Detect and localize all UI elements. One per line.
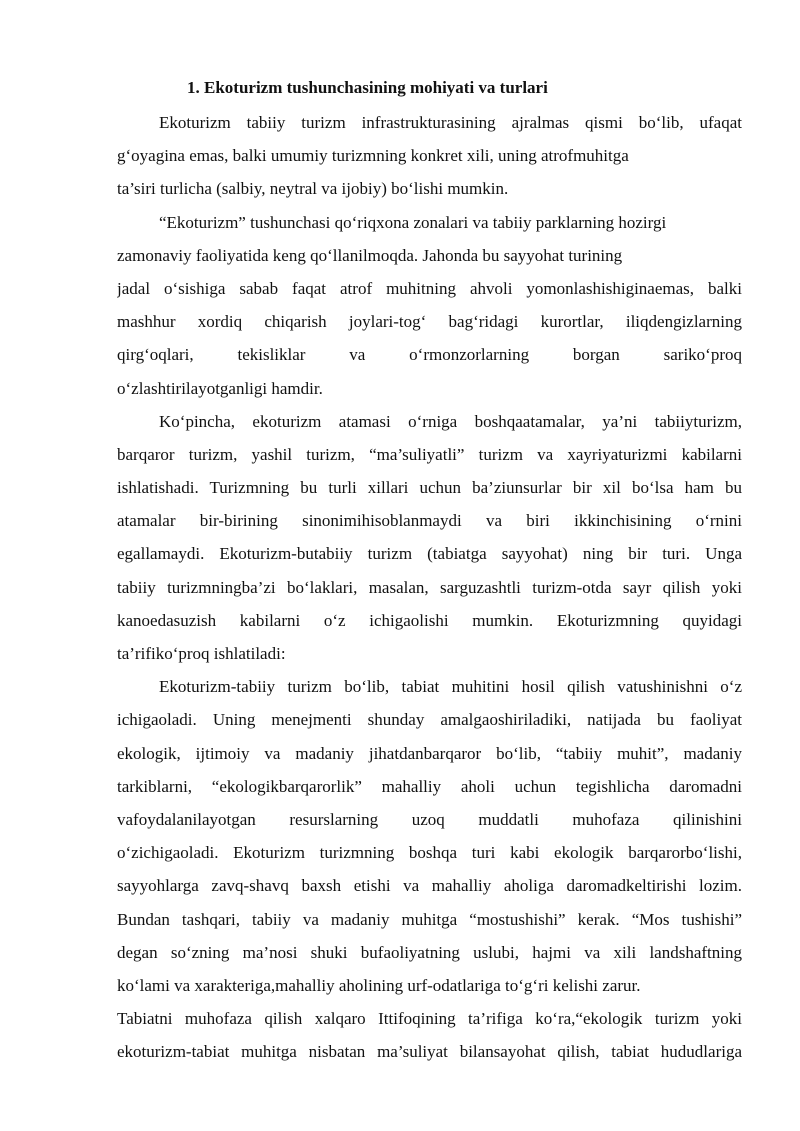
text-line: Tabiatni muhofaza qilish xalqaro Ittifoqining ta’rifiga ko‘ra,“ekologik turizm yoki (117, 1009, 742, 1029)
text-line: o‘zichigaoladi. Ekoturizm turizmning boshqa turi kabi ekologik barqarorbo‘lishi, (117, 843, 742, 863)
text-line: tabiiy turizmningba’zi bo‘laklari, masalan, sarguzashtli turizm-otda sayr qilish yoki (117, 577, 742, 597)
document-page (117, 72, 742, 1068)
text-line: egallamaydi. Ekoturizm-butabiiy turizm (tabiatga sayyohat) ning bir turi. Unga (117, 544, 742, 564)
section-title: 1. Ekoturizm tushunchasining mohiyati va turlari (187, 78, 548, 97)
text-line: degan so‘zning ma’nosi shuki bufaoliyatning uslubi, hajmi va xili landshaftning (117, 942, 742, 962)
text-line: jadal o‘sishiga sabab faqat atrof muhitning ahvoli yomonlashishiginaemas, balki (117, 278, 742, 298)
text-line: Ekoturizm tabiiy turizm infrastrukturasining ajralmas qismi bo‘lib, ufaqat (159, 113, 742, 132)
text-line: ekoturizm-tabiat muhitga nisbatan ma’suliyat bilansayohat qilish, tabiat hududlariga (117, 1042, 742, 1062)
text-line: tarkiblarni, “ekologikbarqarorlik” mahalliy aholi uchun tegishlicha daromadni (117, 776, 742, 796)
text-line: o‘zlashtirilayotganligi hamdir. (117, 378, 323, 398)
text-line: Ko‘pincha, ekoturizm atamasi o‘rniga boshqaatamalar, ya’ni tabiiyturizm, (159, 411, 742, 431)
text-line: “Ekoturizm” tushunchasi qo‘riqxona zonalari va tabiiy parklarning hozirgi (159, 212, 667, 232)
text-line: ichigaoladi. Uning menejmenti shunday amalgaoshiriladiki, natijada bu faoliyat (117, 710, 742, 730)
text-line: Ekoturizm-tabiiy turizm bo‘lib, tabiat muhitini hosil qilish vatushinishni o‘z (159, 677, 742, 697)
text-line: ta’rifiko‘proq ishlatiladi: (117, 644, 286, 663)
text-line: ta’siri turlicha (salbiy, neytral va ijobiy) bo‘lishi mumkin. (117, 179, 509, 199)
text-line: atamalar bir-birining sinonimihisoblanmaydi va biri ikkinchisining o‘rnini (117, 511, 742, 531)
text-line: ishlatishadi. Turizmning bu turli xillari uchun ba’ziunsurlar bir xil bo‘lsa ham bu (117, 478, 742, 498)
text-line: kanoedasuzish kabilarni o‘z ichigaolishi mumkin. Ekoturizmning quyidagi (117, 610, 742, 630)
text-line: barqaror turizm, yashil turizm, “ma’suliyatli” turizm va xayriyaturizmi kabilarni (117, 444, 742, 464)
text-line: vafoydalanilayotgan resurslarning uzoq muddatli muhofaza qilinishini (117, 809, 742, 829)
text-line: qirg‘oqlari, tekisliklar va o‘rmonzorlarning borgan sariko‘proq (117, 345, 742, 365)
text-line: sayyohlarga zavq-shavq baxsh etishi va mahalliy aholiga daromadkeltirishi lozim. (117, 876, 742, 896)
text-line: g‘oyagina emas, balki umumiy turizmning konkret xili, uning atrofmuhitga (117, 146, 629, 166)
text-line: ekologik, ijtimoiy va madaniy jihatdanbarqaror bo‘lib, “tabiiy muhit”, madaniy (117, 743, 742, 763)
text-line: Bundan tashqari, tabiiy va madaniy muhitga “mostushishi” kerak. “Mos tushishi” (117, 909, 742, 929)
text-line: zamonaviy faoliyatida keng qo‘llanilmoqda. Jahonda bu sayyohat turining (117, 245, 623, 265)
text-line: ko‘lami va xarakteriga,mahalliy aholining urf-odatlariga to‘g‘ri kelishi zarur. (117, 975, 641, 995)
text-line: mashhur xordiq chiqarish joylari-tog‘ bag‘ridagi kurortlar, iliqdengizlarning (117, 312, 742, 332)
